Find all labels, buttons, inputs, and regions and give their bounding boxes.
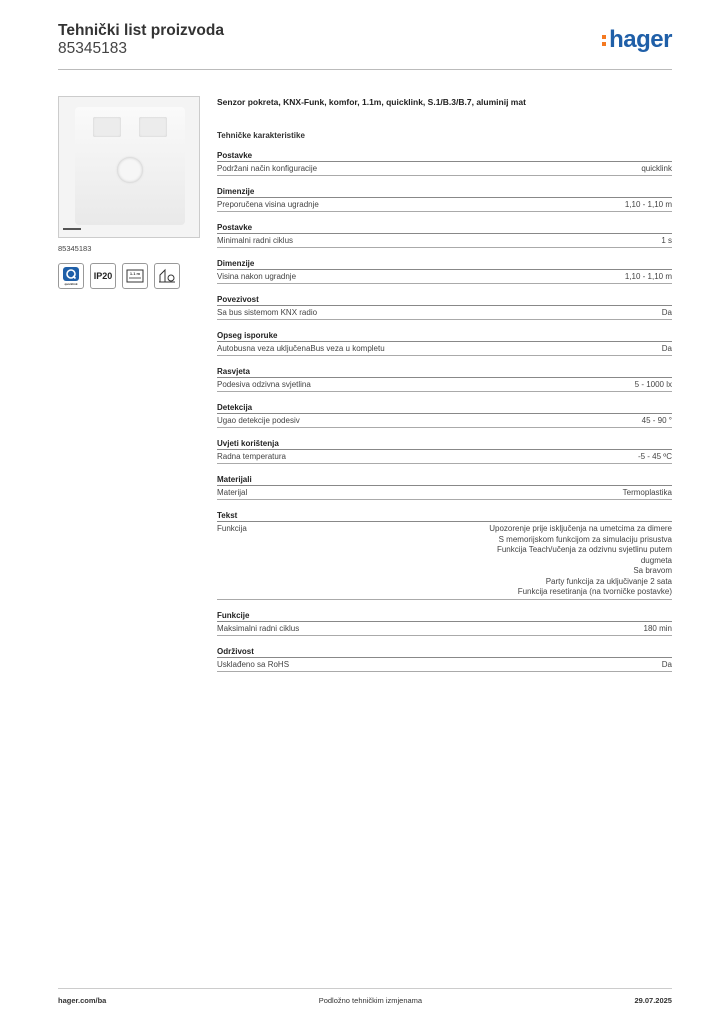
- spec-group-title: Opseg isporuke: [217, 330, 672, 342]
- spec-row: [217, 450, 672, 464]
- product-id-caption: 85345183: [58, 244, 92, 253]
- page-header: [58, 22, 672, 70]
- spec-value-line: dugmeta: [640, 555, 672, 565]
- spec-value: -5 - 45 ºC: [637, 452, 672, 461]
- product-image-frame: [58, 96, 200, 238]
- spec-value: [489, 524, 672, 598]
- spec-row: [217, 622, 672, 636]
- spec-group: [217, 474, 672, 500]
- spec-group: [217, 610, 672, 636]
- spec-group-title: Dimenzije: [217, 186, 672, 198]
- spec-value-line: Funkcija Teach/učenja za odzivnu svjetlinu putem: [496, 545, 672, 554]
- spec-group-title: Dimenzije: [217, 258, 672, 270]
- spec-group: [217, 330, 672, 356]
- spec-group-title: Povezivost: [217, 294, 672, 306]
- logo-text: hager: [609, 26, 672, 53]
- spec-value: Da: [661, 659, 672, 669]
- certification-icons: [58, 263, 202, 289]
- spec-value: Da: [661, 308, 672, 317]
- product-number: 85345183: [58, 40, 127, 57]
- spec-value: Termoplastika: [622, 488, 672, 497]
- spec-label: Ugao detekcije podesiv: [217, 416, 300, 425]
- spec-group-title: Postavke: [217, 150, 672, 162]
- quicklink-icon: [58, 263, 84, 289]
- spec-group: [217, 186, 672, 212]
- spec-row: [217, 198, 672, 212]
- spec-value: 1,10 - 1,10 m: [624, 272, 672, 281]
- spec-content: [217, 96, 672, 672]
- spec-group: [217, 294, 672, 320]
- spec-row: [217, 234, 672, 248]
- spec-value: 45 - 90 °: [641, 416, 672, 425]
- spec-group-title: Materijali: [217, 474, 672, 486]
- spec-group: [217, 646, 672, 672]
- hager-logo[interactable]: [602, 26, 672, 54]
- spec-value: 1 s: [661, 236, 672, 245]
- spec-row: [217, 342, 672, 356]
- footer-date: 29.07.2025: [634, 996, 672, 1005]
- spec-groups: [217, 150, 672, 672]
- ip20-icon: IP20: [90, 263, 116, 289]
- document-title: Tehnički list proizvoda: [58, 22, 224, 39]
- spec-group: [217, 150, 672, 176]
- mounting-height-icon: [122, 263, 148, 289]
- spec-group-title: Postavke: [217, 222, 672, 234]
- spec-group: [217, 366, 672, 392]
- spec-row: [217, 378, 672, 392]
- spec-row: [217, 486, 672, 500]
- sensor-knob: [117, 157, 143, 183]
- footer-disclaimer: Podložno tehničkim izmjenama: [318, 996, 423, 1005]
- scale-icon: [63, 228, 81, 231]
- spec-row: [217, 658, 672, 672]
- spec-group: [217, 402, 672, 428]
- spec-value: 5 - 1000 lx: [634, 380, 672, 389]
- spec-value-line: Upozorenje prije isključenja na umetcima za dimere: [489, 524, 672, 533]
- spec-label: Podržani način konfiguracije: [217, 164, 318, 173]
- spec-label: Autobusna veza uključenaBus veza u kompletu: [217, 344, 385, 353]
- spec-value-line: S memorijskom funkcijom za simulaciju prisustva: [498, 534, 672, 544]
- spec-label: Materijal: [217, 488, 248, 497]
- quicklink-caption: quicklink: [64, 282, 78, 286]
- spec-value-line: Party funkcija za uključivanje 2 sata: [545, 576, 672, 586]
- spec-label: Maksimalni radni ciklus: [217, 623, 300, 633]
- spec-label: Minimalni radni ciklus: [217, 236, 294, 245]
- spec-group-title: Tekst: [217, 510, 672, 522]
- spec-group: [217, 222, 672, 248]
- spec-group: [217, 510, 672, 600]
- product-description: Senzor pokreta, KNX-Funk, komfor, 1.1m, quicklink, S.1/B.3/B.7, aluminij mat: [217, 97, 526, 107]
- spec-label: Usklađeno sa RoHS: [217, 659, 290, 669]
- footer-website[interactable]: hager.com/ba: [58, 996, 107, 1005]
- mounting-height-label: 1.1 m: [129, 271, 141, 276]
- spec-value: 1,10 - 1,10 m: [624, 200, 672, 209]
- spec-value: 180 min: [643, 623, 672, 633]
- spec-group-title: Rasvjeta: [217, 366, 672, 378]
- spec-group: [217, 258, 672, 284]
- spec-label: Visina nakon ugradnje: [217, 272, 297, 281]
- footer-divider: [58, 988, 672, 989]
- product-image: [75, 107, 185, 225]
- spec-row: [217, 414, 672, 428]
- logo-dots-icon: [602, 32, 607, 49]
- product-sidebar: [58, 96, 202, 289]
- header-divider: [58, 69, 672, 70]
- spec-row: [217, 522, 672, 600]
- spec-row: [217, 162, 672, 176]
- spec-group-title: Uvjeti korištenja: [217, 438, 672, 450]
- spec-label: Funkcija: [217, 524, 247, 533]
- spec-group-title: Detekcija: [217, 402, 672, 414]
- spec-value: Da: [661, 344, 672, 353]
- spec-value-line: Funkcija resetiranja (na tvorničke postavke): [517, 587, 672, 596]
- spec-row: [217, 270, 672, 284]
- spec-label: Podesiva odzivna svjetlina: [217, 380, 311, 389]
- spec-value: quicklink: [641, 164, 672, 173]
- spec-group-title: Održivost: [217, 646, 672, 658]
- page-footer: [58, 996, 672, 1005]
- spec-label: Radna temperatura: [217, 452, 286, 461]
- spec-value-line: Sa bravom: [633, 566, 672, 575]
- installation-icon: [154, 263, 180, 289]
- specs-heading: Tehničke karakteristike: [217, 131, 305, 140]
- spec-label: Preporučena visina ugradnje: [217, 200, 319, 209]
- spec-group-title: Funkcije: [217, 610, 672, 622]
- spec-group: [217, 438, 672, 464]
- spec-label: Sa bus sistemom KNX radio: [217, 308, 318, 317]
- sensor-lens-row: [93, 117, 167, 139]
- spec-row: [217, 306, 672, 320]
